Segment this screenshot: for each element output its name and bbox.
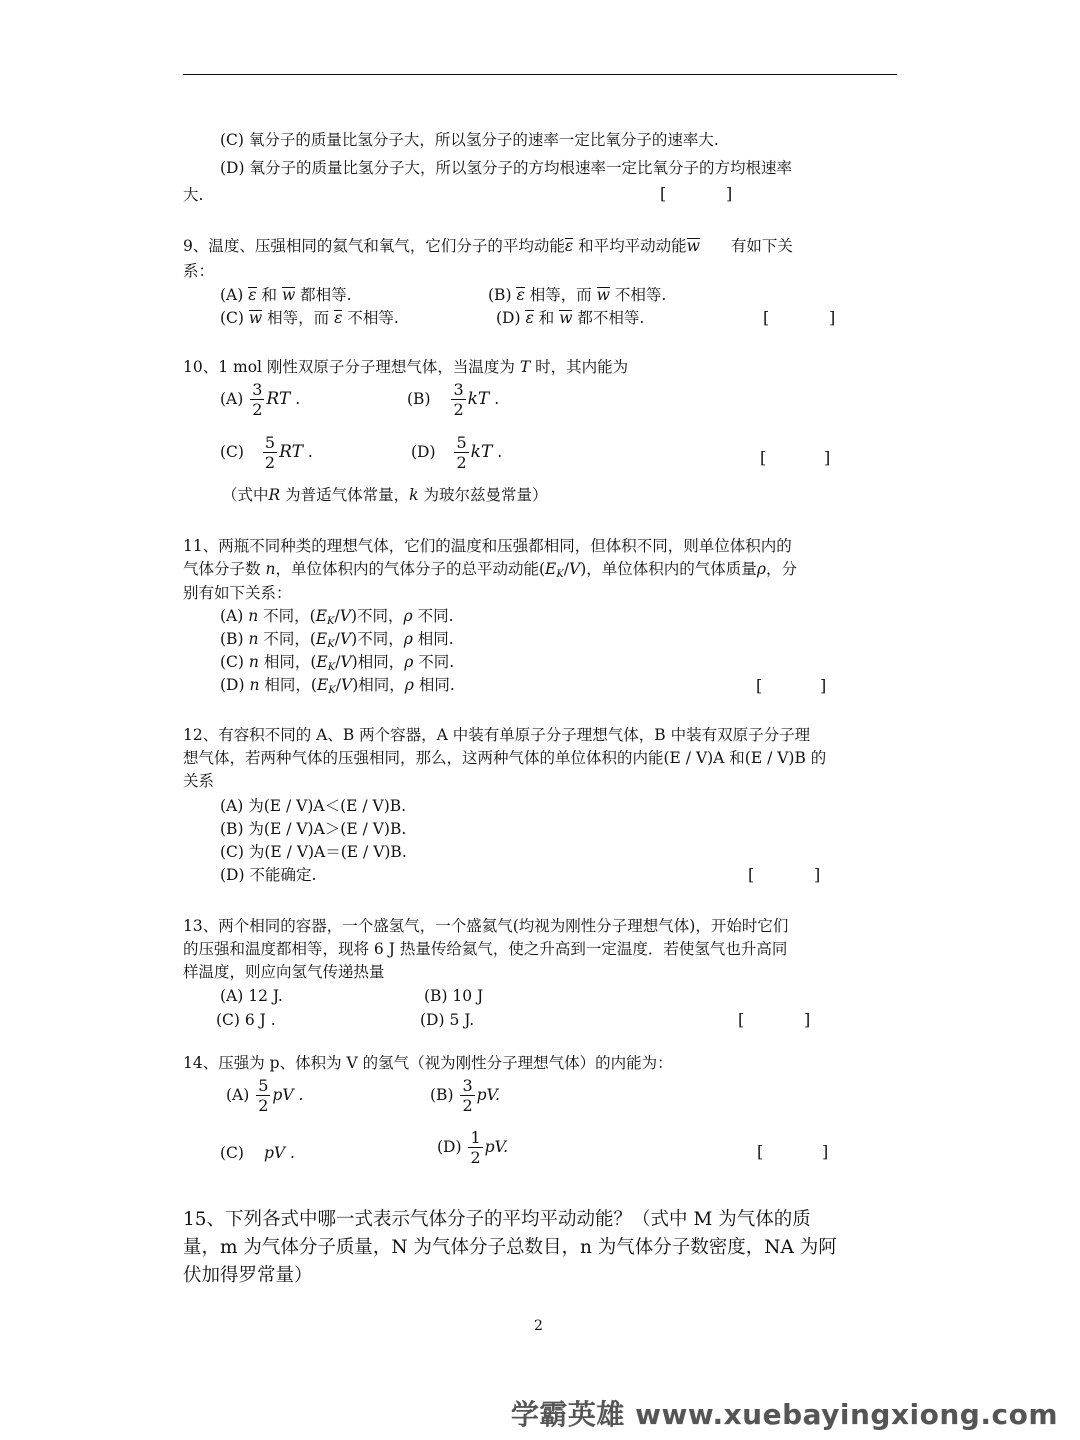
q13-stem-line1: 13、两个相同的容器，一个盛氢气，一个盛氦气(均视为刚性分子理想气体)，开始时它们: [183, 917, 789, 935]
q12-stem-line1: 12、有容积不同的 A、B 两个容器，A 中装有单原子分子理想气体，B 中装有双原子分子理: [183, 726, 811, 744]
q10-answer-bracket-right: ]: [824, 448, 831, 467]
q9-answer-bracket-left: [: [763, 308, 770, 327]
q11-stem-line2: 气体分子数 n，单位体积内的气体分子的总平动动能$(E_K/V)$，单位体积内的气体质量ρ，分: [183, 560, 797, 580]
q14-answer-bracket-left: [: [757, 1142, 764, 1161]
q14-stem: 14、压强为 p、体积为 V 的氢气（视为刚性分子理想气体）的内能为：: [183, 1054, 673, 1072]
q10-note: （式中R 为普适气体常量，k 为玻尔兹曼常量）: [222, 486, 548, 504]
q12-option-b: (B) 为(E / V)A＞(E / V)B.: [220, 820, 407, 838]
q11-answer-bracket-right: ]: [820, 676, 827, 695]
q12-stem-line3: 关系: [183, 772, 215, 790]
q9-answer-bracket-right: ]: [829, 308, 836, 327]
q13-option-c: (C) 6 J .: [216, 1011, 276, 1029]
q15-stem-line1: 15、下列各式中哪一式表示气体分子的平均平动动能？（式中 M 为气体的质: [183, 1209, 811, 1230]
q10-answer-bracket-left: [: [760, 448, 767, 467]
q12-answer-bracket-right: ]: [814, 865, 821, 884]
q12-option-c: (C) 为(E / V)A＝(E / V)B.: [220, 843, 407, 861]
q10-option-b: (B) $\frac{3}{2}$ kT .: [407, 380, 500, 420]
q8-option-c: (C) 氧分子的质量比氢分子大，所以氢分子的速率一定比氧分子的速率大.: [220, 131, 719, 149]
q11-stem-line1: 11、两瓶不同种类的理想气体，它们的温度和压强都相同，但体积不同，则单位体积内的: [183, 537, 792, 555]
q15-stem-line3: 伏加得罗常量）: [183, 1265, 313, 1286]
q11-option-a: (A) n 不同，$(E_K/V)$不同，ρ 不同.: [220, 607, 454, 627]
q13-option-b: (B) 10 J: [424, 987, 484, 1005]
page-number: 2: [534, 1318, 543, 1334]
q9-option-a: (A) ε 和 w 都相等.: [220, 286, 352, 304]
q9-option-b: (B) ε 相等，而 w 不相等.: [488, 286, 667, 304]
epsilon-bar-symbol: ε: [564, 237, 574, 255]
q14-option-d: (D) $\frac{1}{2}$ pV.: [437, 1128, 508, 1168]
q9-stem-line2: 系：: [183, 262, 215, 280]
q14-option-a: (A) $\frac{5}{2}$ pV .: [226, 1076, 304, 1116]
q13-option-d: (D) 5 J.: [420, 1011, 475, 1029]
q13-stem-line2: 的压强和温度都相等，现将 6 J 热量传给氦气，使之升高到一定温度．若使氢气也升高同: [183, 940, 788, 958]
q15-stem-line2: 量，m 为气体分子质量，N 为气体分子总数目，n 为气体分子数密度，NA 为阿: [183, 1237, 837, 1258]
q11-option-b: (B) n 不同，$(E_K/V)$不同，ρ 相同.: [220, 630, 454, 650]
q11-option-c: (C) n 相同，$(E_K/V)$相同，ρ 不同.: [220, 653, 455, 673]
q8-answer-bracket-right: ]: [726, 184, 733, 203]
q13-answer-bracket-right: ]: [804, 1010, 811, 1029]
q10-stem: 10、1 mol 刚性双原子分子理想气体，当温度为 T 时，其内能为: [183, 358, 629, 376]
q10-option-a: (A) $\frac{3}{2}$ RT .: [220, 380, 301, 420]
q13-answer-bracket-left: [: [738, 1010, 745, 1029]
q14-option-c: (C) pV .: [220, 1144, 295, 1162]
q11-stem-line3: 别有如下关系：: [183, 584, 292, 602]
q9-stem: 9、温度、压强相同的氦气和氧气，它们分子的平均动能ε 和平均平动动能w 有如下关: [183, 237, 793, 255]
q13-option-a: (A) 12 J.: [220, 987, 283, 1005]
q9-option-d: (D) ε 和 w 都不相等.: [496, 309, 645, 327]
q11-answer-bracket-left: [: [756, 676, 763, 695]
q12-stem-line2: 想气体，若两种气体的压强相同，那么，这两种气体的单位体积的内能(E / V)A 和(E / V)B 的: [183, 749, 827, 767]
fraction: $\frac{3}{2}$: [252, 380, 263, 420]
q9-option-c: (C) w 相等，而 ε 不相等.: [220, 309, 399, 327]
q8-option-d-line2: 大.: [183, 186, 204, 204]
q12-option-d: (D) 不能确定.: [220, 866, 317, 884]
q8-answer-bracket-left: [: [660, 184, 667, 203]
w-bar-symbol: w: [686, 237, 700, 255]
q11-option-d: (D) n 相同，$(E_K/V)$相同，ρ 相同.: [220, 676, 455, 696]
q8-option-d-line1: (D) 氧分子的质量比氢分子大，所以氢分子的方均根速率一定比氧分子的方均根速率: [220, 159, 792, 177]
q14-answer-bracket-right: ]: [822, 1142, 829, 1161]
q10-option-c: (C) $\frac{5}{2}$ RT .: [220, 433, 313, 473]
q13-stem-line3: 样温度，则应向氢气传递热量: [183, 963, 385, 981]
watermark: 学霸英雄 www.xuebayingxiong.com: [510, 1398, 1058, 1431]
q10-option-d: (D) $\frac{5}{2}$ kT .: [411, 433, 503, 473]
q14-option-b: (B) $\frac{3}{2}$ pV.: [430, 1076, 500, 1116]
header-rule: [183, 74, 897, 75]
q12-answer-bracket-left: [: [748, 865, 755, 884]
q12-option-a: (A) 为(E / V)A＜(E / V)B.: [220, 797, 407, 815]
